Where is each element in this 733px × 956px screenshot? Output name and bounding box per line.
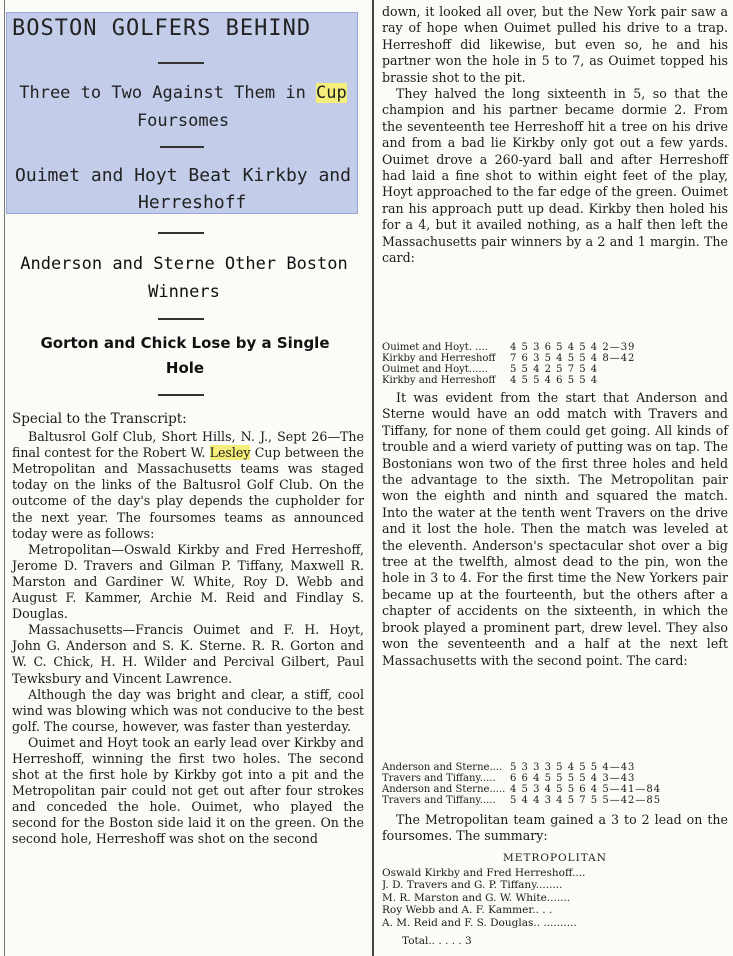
card-pair: Anderson and Sterne..... (382, 784, 506, 795)
card-row (382, 773, 728, 784)
deck-one (8, 80, 358, 106)
deck-two: Ouimet and Hoyt Beat Kirkby and (15, 165, 351, 186)
deck-rule (158, 394, 204, 396)
paragraph: The Metropolitan team gained a 3 to 2 lead on the foursomes. The summary: (382, 812, 728, 844)
card-pair: Ouimet and Hoyt. .... (382, 342, 488, 353)
paragraph: It was evident from the start that Anderson and Sterne would have an odd match with Travers and Tiffany, for none of them could get going. All kinds of trouble and a wierd variety of putting was on tap. The Bostonians won two of the first three holes and held the advantage to the sixth. The Metropolitan pair won the eighth and ninth and squared the match. Into the water at the tenth went Travers on the drive and it lost the hole. Then the match was leveled at the eleventh. Anderson's spectacular shot over a big tree at the twelfth, almost dead to the pin, won the hole in 3 to 4. For the first time the New Yorkers pair became up at the fourteenth, but the others after a chapter of accidents on the sixteenth, in which the brook played a prominent part, drew level. They also won the seventeenth and a half at the next left Massachusetts with the second point. The card: (382, 390, 728, 668)
article-body-right-mid (382, 390, 728, 669)
deck-rule (158, 318, 204, 320)
card-pair: Anderson and Sterne.... (382, 762, 503, 773)
card-row (382, 375, 728, 386)
search-highlight-cup: Cup (316, 83, 347, 103)
summary-line: M. R. Marston and G. W. White....... (382, 891, 571, 904)
deck-one-line2: Foursomes (136, 111, 230, 131)
deck-rule (160, 146, 204, 148)
summary-line: A. M. Reid and F. S. Douglas.. .......... (382, 916, 577, 929)
summary-line: J. D. Travers and G. P. Tiffany........ (382, 879, 563, 891)
score-card-two (382, 762, 728, 806)
card-scores: 6 6 4 5 5 5 5 4 3—43 (510, 773, 636, 784)
paragraph: Ouimet and Hoyt took an early lead over Kirkby and Herreshoff, winning the first two holes. The second shot at the first hole by Kirkby got into a pit and the Metropolitan pair could not get out after four strokes and conceded the hole. Ouimet, who played the second for the Boston side laid it on the green. On the second hole, Herreshoff was shot on the second (12, 734, 364, 847)
card-pair: Kirkby and Herreshoff (382, 375, 496, 386)
deck-four-line2: Hole (165, 359, 205, 377)
card-pair: Ouimet and Hoyt...... (382, 364, 488, 375)
card-scores: 5 3 3 3 5 4 5 5 4—43 (510, 762, 636, 773)
card-row (382, 784, 728, 795)
paragraph: Metropolitan—Oswald Kirkby and Fred Herreshoff, Jerome D. Travers and Gilman P. Tiffany, Maxwell R. Marston and Gardiner W. White, Roy D. Webb and August F. Kammer, Archie M. Reid and Findlay S. Douglas. (12, 541, 364, 622)
deck-rule (158, 62, 204, 64)
card-pair: Travers and Tiffany..... (382, 795, 496, 806)
headline: BOSTON GOLFERS BEHIND (12, 16, 312, 41)
paragraph-text: Cup between the Metropolitan and Massachusetts teams was staged today on the links of the Baltusrol Golf Club. On the outcome of the day's play depends the cupholder for the next year. The foursomes teams as announced today were as follows: (12, 445, 364, 541)
paragraph: They halved the long sixteenth in 5, so that the champion and his partner became dormie 2. From the seventeenth tee Herreshoff hit a tree on his drive and from a bad lie Kirkby only got out a few yards. Ouimet drove a 260-yard ball and after Herreshoff had laid a fine shot to within eight feet of the play, Hoyt approached to the far edge of the green. Ouimet ran his approach putt up dead. Kirkby then holed his for a 4, but it availed nothing, as a half then left the Massachusetts pair winners by a 2 and 1 margin. The card: (382, 86, 728, 266)
summary-line: Roy Webb and A. F. Kammer.. . . (382, 904, 553, 916)
card-row (382, 342, 728, 353)
article-body-right-bottom (382, 812, 728, 845)
summary-heading: METROPOLITAN (503, 852, 607, 864)
card-scores: 4 5 3 6 5 4 5 4 2—39 (510, 342, 636, 353)
paragraph: Massachusetts—Francis Ouimet and F. H. Hoyt, John G. Anderson and S. K. Sterne. R. R. Gorton and W. C. Chick, H. H. Wilder and Percival Gilbert, Paul Tewksbury and Vincent Lawrence. (12, 622, 364, 686)
card-scores: 5 5 4 2 5 7 5 4 (510, 364, 599, 375)
summary-total: Total.. . . . . 3 (402, 935, 472, 947)
card-row (382, 795, 728, 806)
deck-two-line2: Herreshoff (138, 192, 247, 213)
card-row (382, 762, 728, 773)
paragraph (12, 429, 364, 542)
score-card-one (382, 342, 728, 386)
paragraph-text: Baltusrol Golf Club, Short Hills, N. J., Sept 26—The final contest for the Robert W. (12, 429, 364, 461)
card-pair: Kirkby and Herreshoff (382, 353, 496, 364)
card-row (382, 353, 728, 364)
card-row (382, 364, 728, 375)
card-scores: 4 5 5 4 6 5 5 4 (510, 375, 599, 386)
deck-one-text: Three to Two Against Them in (19, 83, 317, 103)
deck-three-line2: Winners (148, 282, 220, 302)
dateline: Special to the Transcript: (12, 411, 187, 427)
card-pair: Travers and Tiffany..... (382, 773, 496, 784)
card-scores: 5 4 4 3 4 5 7 5 5—42—85 (510, 795, 662, 806)
paragraph: down, it looked all over, but the New York pair saw a ray of hope when Ouimet pulled his drive to a trap. Herreshoff did likewise, but even so, he and his partner won the hole in 5 to 7, as Ouimet topped his brassie shot to the pit. (382, 4, 728, 85)
summary-block (382, 850, 728, 948)
search-highlight-lesley: Lesley (209, 445, 251, 461)
right-column (378, 0, 730, 956)
article-body-right-top (382, 4, 728, 267)
deck-three: Anderson and Sterne Other Boston (20, 254, 348, 274)
summary-line: Oswald Kirkby and Fred Herreshoff.... (382, 866, 586, 879)
card-scores: 4 5 3 4 5 5 6 4 5—41—84 (510, 784, 662, 795)
column-divider (372, 0, 374, 956)
deck-rule (158, 232, 204, 234)
article-body-left (12, 411, 364, 848)
card-scores: 7 6 3 5 4 5 5 4 8—42 (510, 353, 636, 364)
deck-four: Gorton and Chick Lose by a Single (40, 334, 330, 352)
paragraph: Although the day was bright and clear, a stiff, cool wind was blowing which was not conducive to the best golf. The course, however, was faster than yesterday. (12, 686, 364, 734)
